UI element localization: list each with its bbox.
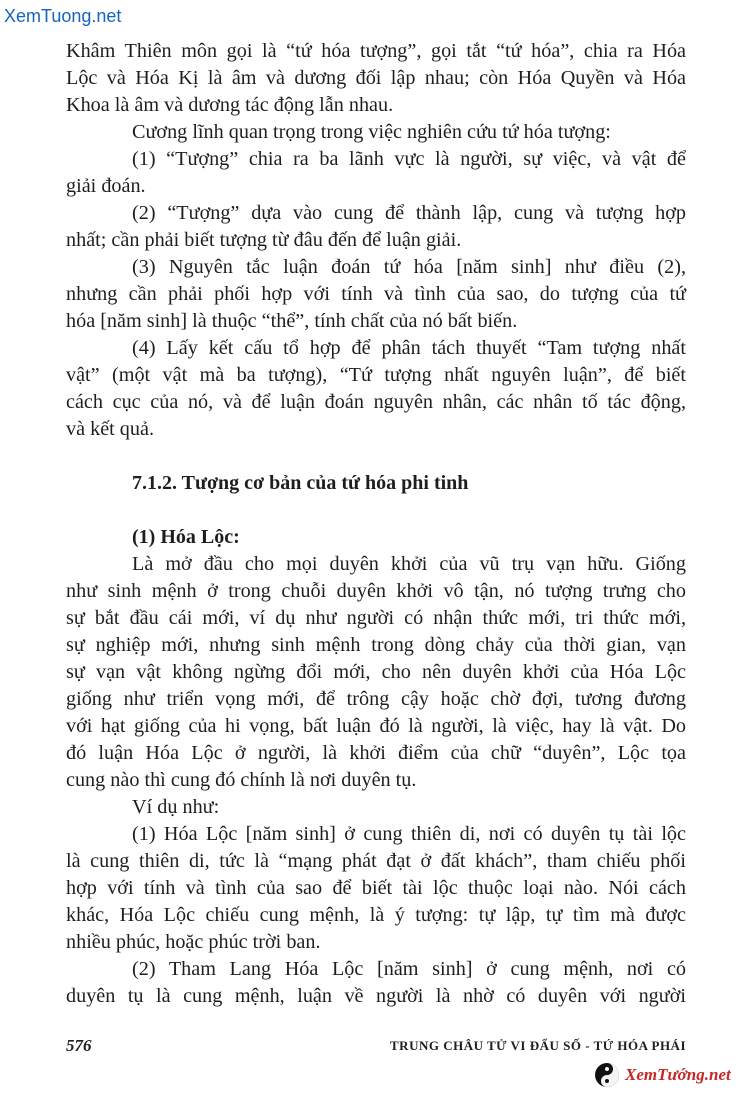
text-line: Khoa là âm và dương tác động lẫn nhau. [66,94,394,116]
page-body [66,38,686,1010]
text-line: là cung thiên di, tức là “mạng phát đạt ở đất khách”, tham chiếu phối [66,850,686,872]
text-line: giải đoán. [66,175,146,197]
text-line: sự nghiệp mới, nhưng sinh mệnh trong dòng chảy của thời gian, vạn [66,634,686,656]
text-line: Khâm Thiên môn gọi là “tứ hóa tượng”, gọi tắt “tứ hóa”, chia ra Hóa [66,40,686,62]
text-line: Là mở đầu cho mọi duyên khởi của vũ trụ vạn hữu. Giống [132,553,686,575]
site-watermark-bottom [594,1060,744,1090]
text-line: đó luận Hóa Lộc ở người, là khởi điểm của chữ “duyên”, Lộc tọa [66,742,686,764]
text-line: (1) “Tượng” chia ra ba lãnh vực là người, sự việc, và vật để [132,148,686,170]
text-line: sự vạn vật không ngừng đổi mới, cho nên duyên khởi của Hóa Lộc [66,661,686,683]
page-footer [66,1030,686,1058]
text-line: như sinh mệnh ở trong chuỗi duyên khởi vô tận, nó tượng trưng cho [66,580,686,602]
text-line: và kết quả. [66,418,155,440]
text-line: (2) Tham Lang Hóa Lộc [năm sinh] ở cung mệnh, nơi có [132,958,686,980]
text-line: hóa [năm sinh] là thuộc “thể”, tính chất của nó bất biến. [66,310,518,332]
text-line: Ví dụ như: [132,796,220,818]
text-line: (4) Lấy kết cấu tổ hợp để phân tách thuyết “Tam tượng nhất [132,337,686,359]
running-title: TRUNG CHÂU TỬ VI ĐẨU SỐ - TỨ HÓA PHÁI [390,1038,686,1053]
text-line: Cương lĩnh quan trọng trong việc nghiên cứu tứ hóa tượng: [132,121,611,143]
text-line: với hạt giống của hi vọng, bất luận đó là người, là việc, hay là vật. Do [66,715,686,737]
subsection-heading: (1) Hóa Lộc: [132,526,240,548]
yin-yang-icon [594,1062,620,1088]
text-line: (3) Nguyên tắc luận đoán tứ hóa [năm sinh] như điều (2), [132,256,686,278]
watermark-text: XemTướng.net [625,1065,731,1084]
text-line: nhưng cần phải phối hợp với tính và tình của sao, do tượng của tứ [66,283,686,305]
text-line: (1) Hóa Lộc [năm sinh] ở cung thiên di, nơi có duyên tụ tài lộc [132,823,686,845]
section-heading: 7.1.2. Tượng cơ bản của tứ hóa phi tinh [132,472,469,494]
text-line: vật” (một vật mà ba tượng), “Tứ tượng nhất nguyên luận”, để biết [66,364,686,386]
text-line: sự bắt đầu cái mới, ví dụ như người có nhận thức mới, tri thức mới, [66,607,686,629]
text-line: cách cục của nó, và để luận đoán nguyên nhân, các nhân tố tác động, [66,391,686,413]
text-line: duyên tụ là cung mệnh, luận về người là nhờ có duyên với người [66,985,686,1007]
text-line: Lộc và Hóa Kị là âm và dương đối lập nhau; còn Hóa Quyền và Hóa [66,67,686,89]
text-line: cung nào thì cung đó chính là nơi duyên tụ. [66,769,417,791]
text-line: hợp với tính và tình của sao để biết tài lộc thuộc loại nào. Nói cách [66,877,686,899]
page-number: 576 [66,1036,92,1055]
text-line: giống như triển vọng mới, để trông cậy hoặc chờ đợi, tương đương [66,688,686,710]
text-line: nhất; cần phải biết tượng từ đâu đến để luận giải. [66,229,462,251]
site-watermark-top: XemTuong.net [4,6,122,26]
text-line: (2) “Tượng” dựa vào cung để thành lập, cung và tượng hợp [132,202,686,224]
text-line: nhiều phúc, hoặc phúc trời ban. [66,931,321,953]
text-line: khác, Hóa Lộc chiếu cung mệnh, là ý tượng: tự lập, tự tìm mà được [66,904,686,926]
